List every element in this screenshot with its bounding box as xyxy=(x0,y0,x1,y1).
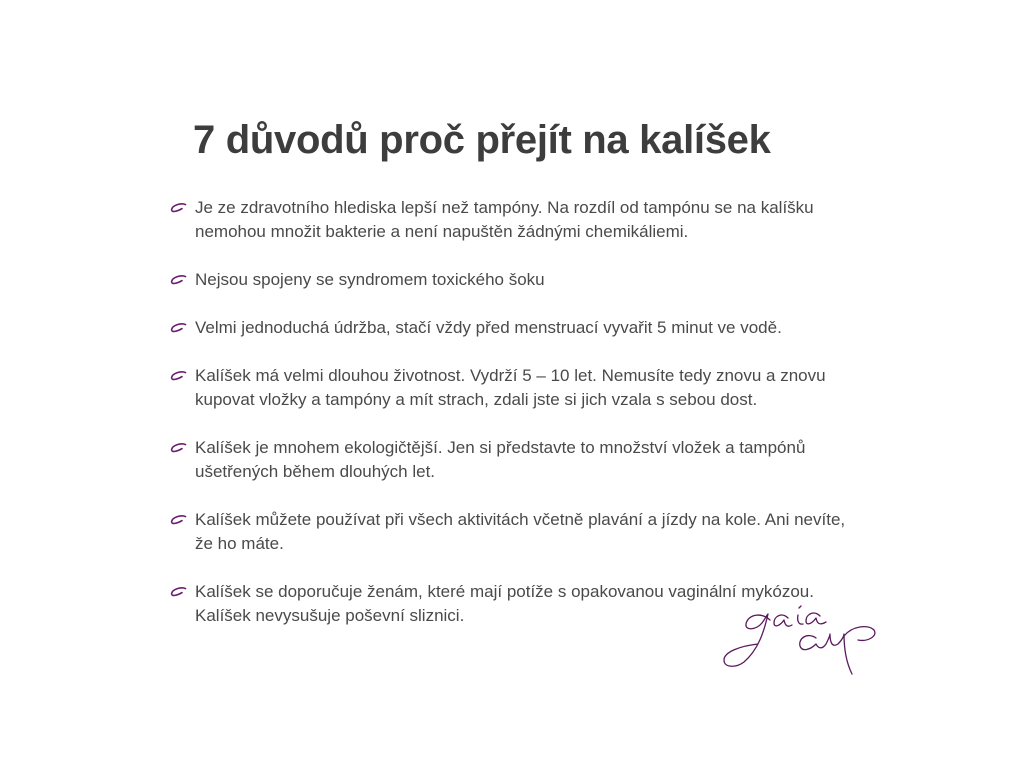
purple-swirl-bullet-icon xyxy=(170,587,187,597)
purple-swirl-bullet-icon xyxy=(170,371,187,381)
purple-swirl-bullet-icon xyxy=(170,323,187,333)
page-title: 7 důvodů proč přejít na kalíšek xyxy=(193,118,771,162)
purple-swirl-bullet-icon xyxy=(170,515,187,525)
list-item-text: Je ze zdravotního hlediska lepší než tampóny. Na rozdíl od tampónu se na kalíšku nemohou množit bakterie a není napuštěn žádnými chemikáliemi. xyxy=(195,198,814,241)
list-item-text: Kalíšek můžete používat při všech aktivitách včetně plavání a jízdy na kole. Ani nevíte, že ho máte. xyxy=(195,510,846,553)
purple-swirl-bullet-icon xyxy=(170,443,187,453)
purple-swirl-bullet-icon xyxy=(170,275,187,285)
list-item-text: Kalíšek má velmi dlouhou životnost. Vydrží 5 – 10 let. Nemusíte tedy znovu a znovu kupovat vložky a tampóny a mít strach, zdali jste si jich vzala s sebou dost. xyxy=(195,366,826,409)
list-item-text: Nejsou spojeny se syndromem toxického šoku xyxy=(195,270,545,289)
purple-swirl-bullet-icon xyxy=(170,203,187,213)
list-item-text: Kalíšek je mnohem ekologičtější. Jen si představte to množství vložek a tampónů ušetřených během dlouhých let. xyxy=(195,438,806,481)
gaia-cup-logo-icon xyxy=(718,598,883,676)
list-item-text: Kalíšek se doporučuje ženám, které mají potíže s opakovanou vaginální mykózou. Kalíšek nevysušuje poševní sliznici. xyxy=(195,582,814,625)
list-item-text: Velmi jednoduchá údržba, stačí vždy před menstruací vyvařit 5 minut ve vodě. xyxy=(195,318,782,337)
